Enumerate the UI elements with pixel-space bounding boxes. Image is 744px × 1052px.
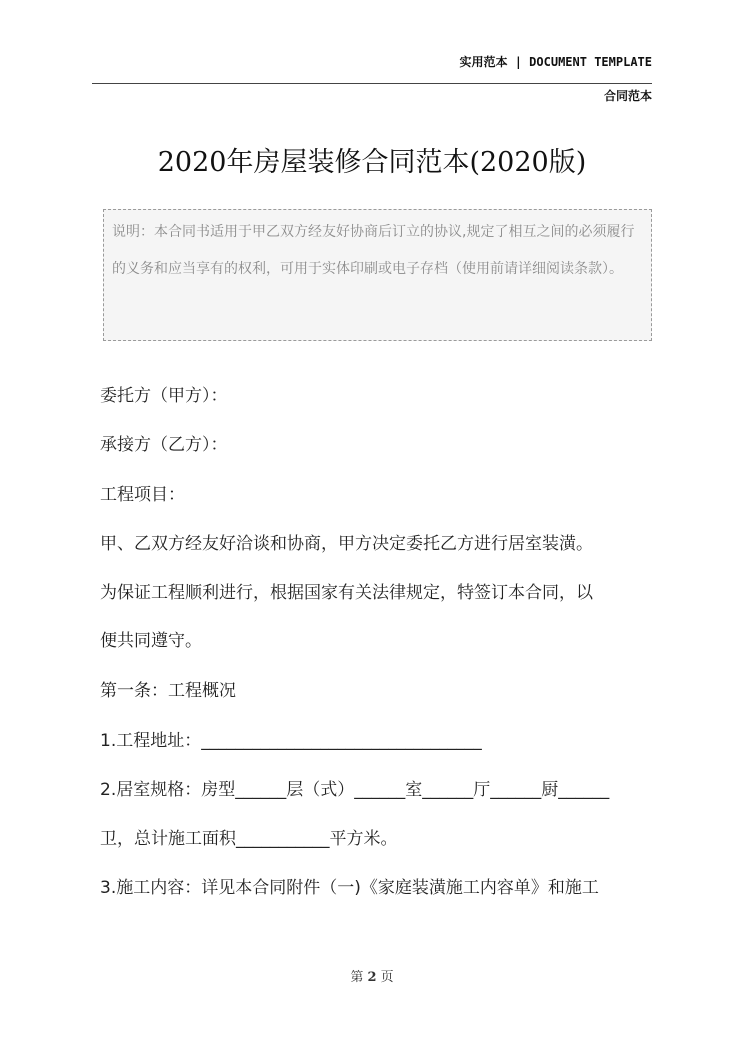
header-divider <box>92 83 652 84</box>
paragraph-line: 便共同遵守。 <box>100 631 202 651</box>
description-text: 说明：本合同书适用于甲乙双方经友好协商后订立的协议,规定了相互之间的必须履行的义务和应当享有的权利，可用于实体印刷或电子存档（使用前请详细阅读条款）。 <box>112 224 635 277</box>
section-heading: 第一条：工程概况 <box>100 681 236 701</box>
room-spec-line: 2.居室规格：房型______层（式）______室______厅______厨______ <box>100 780 610 800</box>
project-line: 工程项目： <box>100 485 185 505</box>
content-line: 3.施工内容：详见本合同附件（一)《家庭装潢施工内容单》和施工 <box>100 878 599 898</box>
party-a-line: 委托方（甲方）： <box>100 386 228 406</box>
page-number <box>0 966 744 985</box>
description-note <box>103 209 652 341</box>
address-line: 1.工程地址：_________________________________ <box>100 731 482 751</box>
party-b-line: 承接方（乙方）： <box>100 435 228 455</box>
area-line: 卫，总计施工面积___________平方米。 <box>100 829 398 849</box>
header-label: 实用范本 | DOCUMENT TEMPLATE <box>459 55 652 69</box>
header-category: 合同范本 <box>603 89 652 103</box>
page-prefix: 第 <box>350 970 364 985</box>
document-title: 2020年房屋装修合同范本(2020版) <box>157 147 587 178</box>
paragraph-line: 甲、乙双方经友好洽谈和协商，甲方决定委托乙方进行居室装潢。 <box>100 534 593 554</box>
page-value: 2 <box>367 970 377 985</box>
paragraph-line: 为保证工程顺利进行，根据国家有关法律规定，特签订本合同，以 <box>100 583 593 603</box>
page-suffix: 页 <box>380 970 394 985</box>
